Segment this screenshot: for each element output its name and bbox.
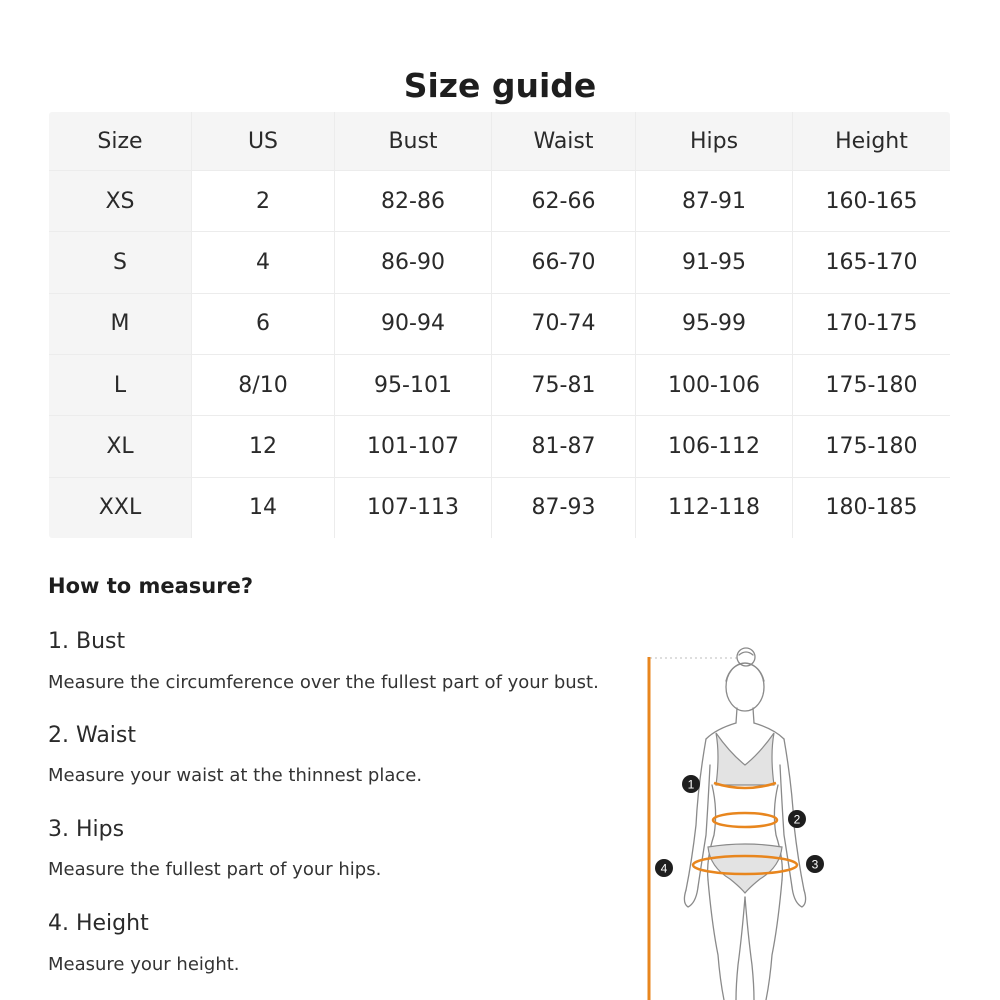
marker-4: [655, 859, 673, 877]
header-waist: Waist: [492, 112, 636, 171]
step-bust-description: Measure the circumference over the fullest part of your bust.: [48, 672, 599, 693]
cell-height: 175-180: [793, 416, 951, 477]
cell-waist: 70-74: [492, 293, 636, 354]
header-us: US: [192, 112, 335, 171]
briefs-shape: [708, 844, 782, 893]
cell-height: 180-185: [793, 477, 951, 538]
step-bust-title: 1. Bust: [48, 629, 126, 654]
marker-3: [806, 855, 824, 873]
cell-hips: 95-99: [636, 293, 793, 354]
table-row: [49, 293, 951, 354]
svg-text:1: 1: [687, 777, 695, 792]
cell-hips: 112-118: [636, 477, 793, 538]
cell-us: 8/10: [192, 354, 335, 415]
cell-bust: 101-107: [335, 416, 492, 477]
table-row: [49, 416, 951, 477]
header-size: Size: [49, 112, 192, 171]
cell-bust: 107-113: [335, 477, 492, 538]
cell-size: XL: [49, 416, 192, 477]
table-row: [49, 232, 951, 293]
header-hips: Hips: [636, 112, 793, 171]
cell-bust: 86-90: [335, 232, 492, 293]
header-height: Height: [793, 112, 951, 171]
table-row: [49, 477, 951, 538]
cell-height: 165-170: [793, 232, 951, 293]
body-outline: [684, 648, 805, 1000]
cell-waist: 87-93: [492, 477, 636, 538]
how-to-measure-heading: How to measure?: [48, 574, 254, 598]
marker-2: [788, 810, 806, 828]
cell-height: 175-180: [793, 354, 951, 415]
table-row: [49, 354, 951, 415]
cell-us: 2: [192, 171, 335, 232]
body-measurement-figure: [620, 635, 860, 1000]
cell-waist: 81-87: [492, 416, 636, 477]
cell-hips: 87-91: [636, 171, 793, 232]
size-table: [48, 111, 951, 539]
cell-waist: 75-81: [492, 354, 636, 415]
bra-shape: [716, 733, 774, 785]
marker-1: [682, 775, 700, 793]
cell-bust: 95-101: [335, 354, 492, 415]
table-header-row: [49, 112, 951, 171]
cell-us: 4: [192, 232, 335, 293]
step-waist-description: Measure your waist at the thinnest place.: [48, 765, 423, 786]
step-height-title: 4. Height: [48, 911, 149, 936]
cell-us: 6: [192, 293, 335, 354]
svg-text:3: 3: [811, 857, 819, 872]
cell-us: 14: [192, 477, 335, 538]
svg-text:2: 2: [793, 812, 801, 827]
cell-size: XS: [49, 171, 192, 232]
step-hips-description: Measure the fullest part of your hips.: [48, 859, 382, 880]
cell-us: 12: [192, 416, 335, 477]
step-waist-title: 2. Waist: [48, 723, 137, 748]
cell-hips: 91-95: [636, 232, 793, 293]
svg-text:4: 4: [660, 861, 668, 876]
cell-hips: 106-112: [636, 416, 793, 477]
header-bust: Bust: [335, 112, 492, 171]
cell-height: 160-165: [793, 171, 951, 232]
cell-size: L: [49, 354, 192, 415]
cell-bust: 90-94: [335, 293, 492, 354]
cell-bust: 82-86: [335, 171, 492, 232]
table-row: [49, 171, 951, 232]
cell-waist: 62-66: [492, 171, 636, 232]
step-hips-title: 3. Hips: [48, 817, 125, 842]
waist-band: [713, 813, 777, 827]
cell-hips: 100-106: [636, 354, 793, 415]
cell-size: XXL: [49, 477, 192, 538]
page-title: Size guide: [403, 66, 597, 106]
step-height-description: Measure your height.: [48, 954, 240, 975]
cell-size: M: [49, 293, 192, 354]
cell-size: S: [49, 232, 192, 293]
cell-waist: 66-70: [492, 232, 636, 293]
cell-height: 170-175: [793, 293, 951, 354]
